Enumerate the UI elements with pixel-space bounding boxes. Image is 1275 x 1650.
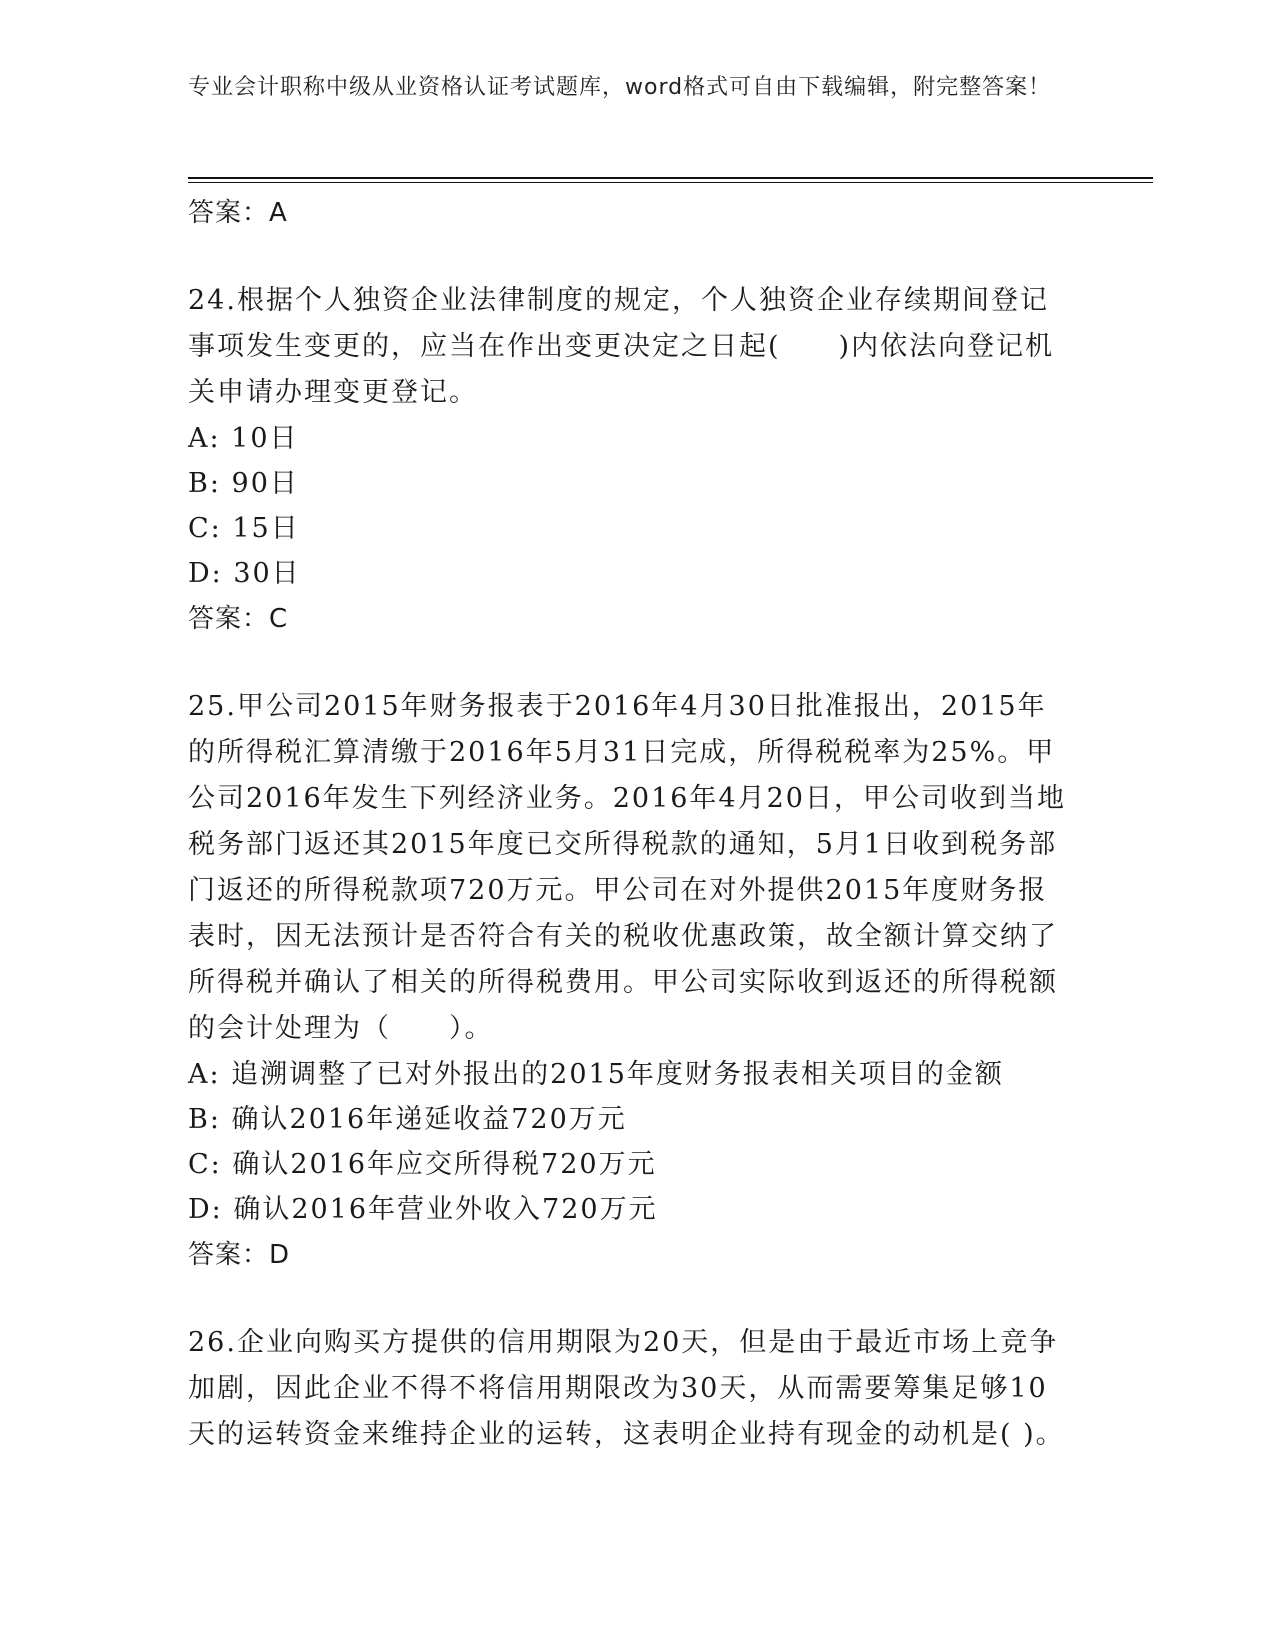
question-25 [188, 684, 1068, 1278]
question-26 [188, 1320, 1068, 1458]
option-b: B: 90日 [188, 468, 299, 499]
option-a: A: 追溯调整了已对外报出的2015年度财务报表相关项目的金额 [188, 1059, 1004, 1090]
page-header-text: 专业会计职称中级从业资格认证考试题库，word格式可自由下载编辑，附完整答案！ [188, 75, 1052, 100]
header-divider-thick [188, 177, 1153, 179]
question-stem: 25.甲公司2015年财务报表于2016年4月30日批准报出，2015年的所得税汇算清缴于2016年5月31日完成，所得税税率为25%。甲公司2016年发生下列经济业务。2016年4月20日，甲公司收到当地税务部门返还其2015年度已交所得税款的通知，5月1日收到税务部门返还的所得税款项720万元。甲公司在对外提供2015年度财务报表时，因无法预计是否符合有关的税收优惠政策，故全额计算交纳了所得税并确认了相关的所得税费用。甲公司实际收到返还的所得税额的会计处理为（ ）。 [188, 691, 1066, 1044]
previous-question-answer: 答案：A [188, 198, 288, 228]
option-a: A: 10日 [188, 423, 299, 454]
option-c: C: 15日 [188, 513, 300, 544]
question-stem: 26.企业向购买方提供的信用期限为20天，但是由于最近市场上竞争加剧，因此企业不得不将信用期限改为30天，从而需要筹集足够10天的运转资金来维持企业的运转，这表明企业持有现金的动机是( )。 [188, 1327, 1065, 1450]
spacer [188, 236, 1068, 278]
header-divider-thin [188, 182, 1153, 183]
option-b: B: 确认2016年递延收益720万元 [188, 1104, 627, 1135]
document-body [188, 190, 1068, 1458]
question-stem: 24.根据个人独资企业法律制度的规定，个人独资企业存续期间登记事项发生变更的，应当在作出变更决定之日起( )内依法向登记机关申请办理变更登记。 [188, 285, 1055, 408]
option-d: D: 确认2016年营业外收入720万元 [188, 1194, 658, 1225]
option-c: C: 确认2016年应交所得税720万元 [188, 1149, 657, 1180]
question-answer: 答案：C [188, 604, 289, 634]
spacer [188, 1278, 1068, 1320]
question-answer: 答案：D [188, 1240, 291, 1270]
spacer [188, 642, 1068, 684]
question-24 [188, 278, 1068, 642]
option-d: D: 30日 [188, 558, 301, 589]
